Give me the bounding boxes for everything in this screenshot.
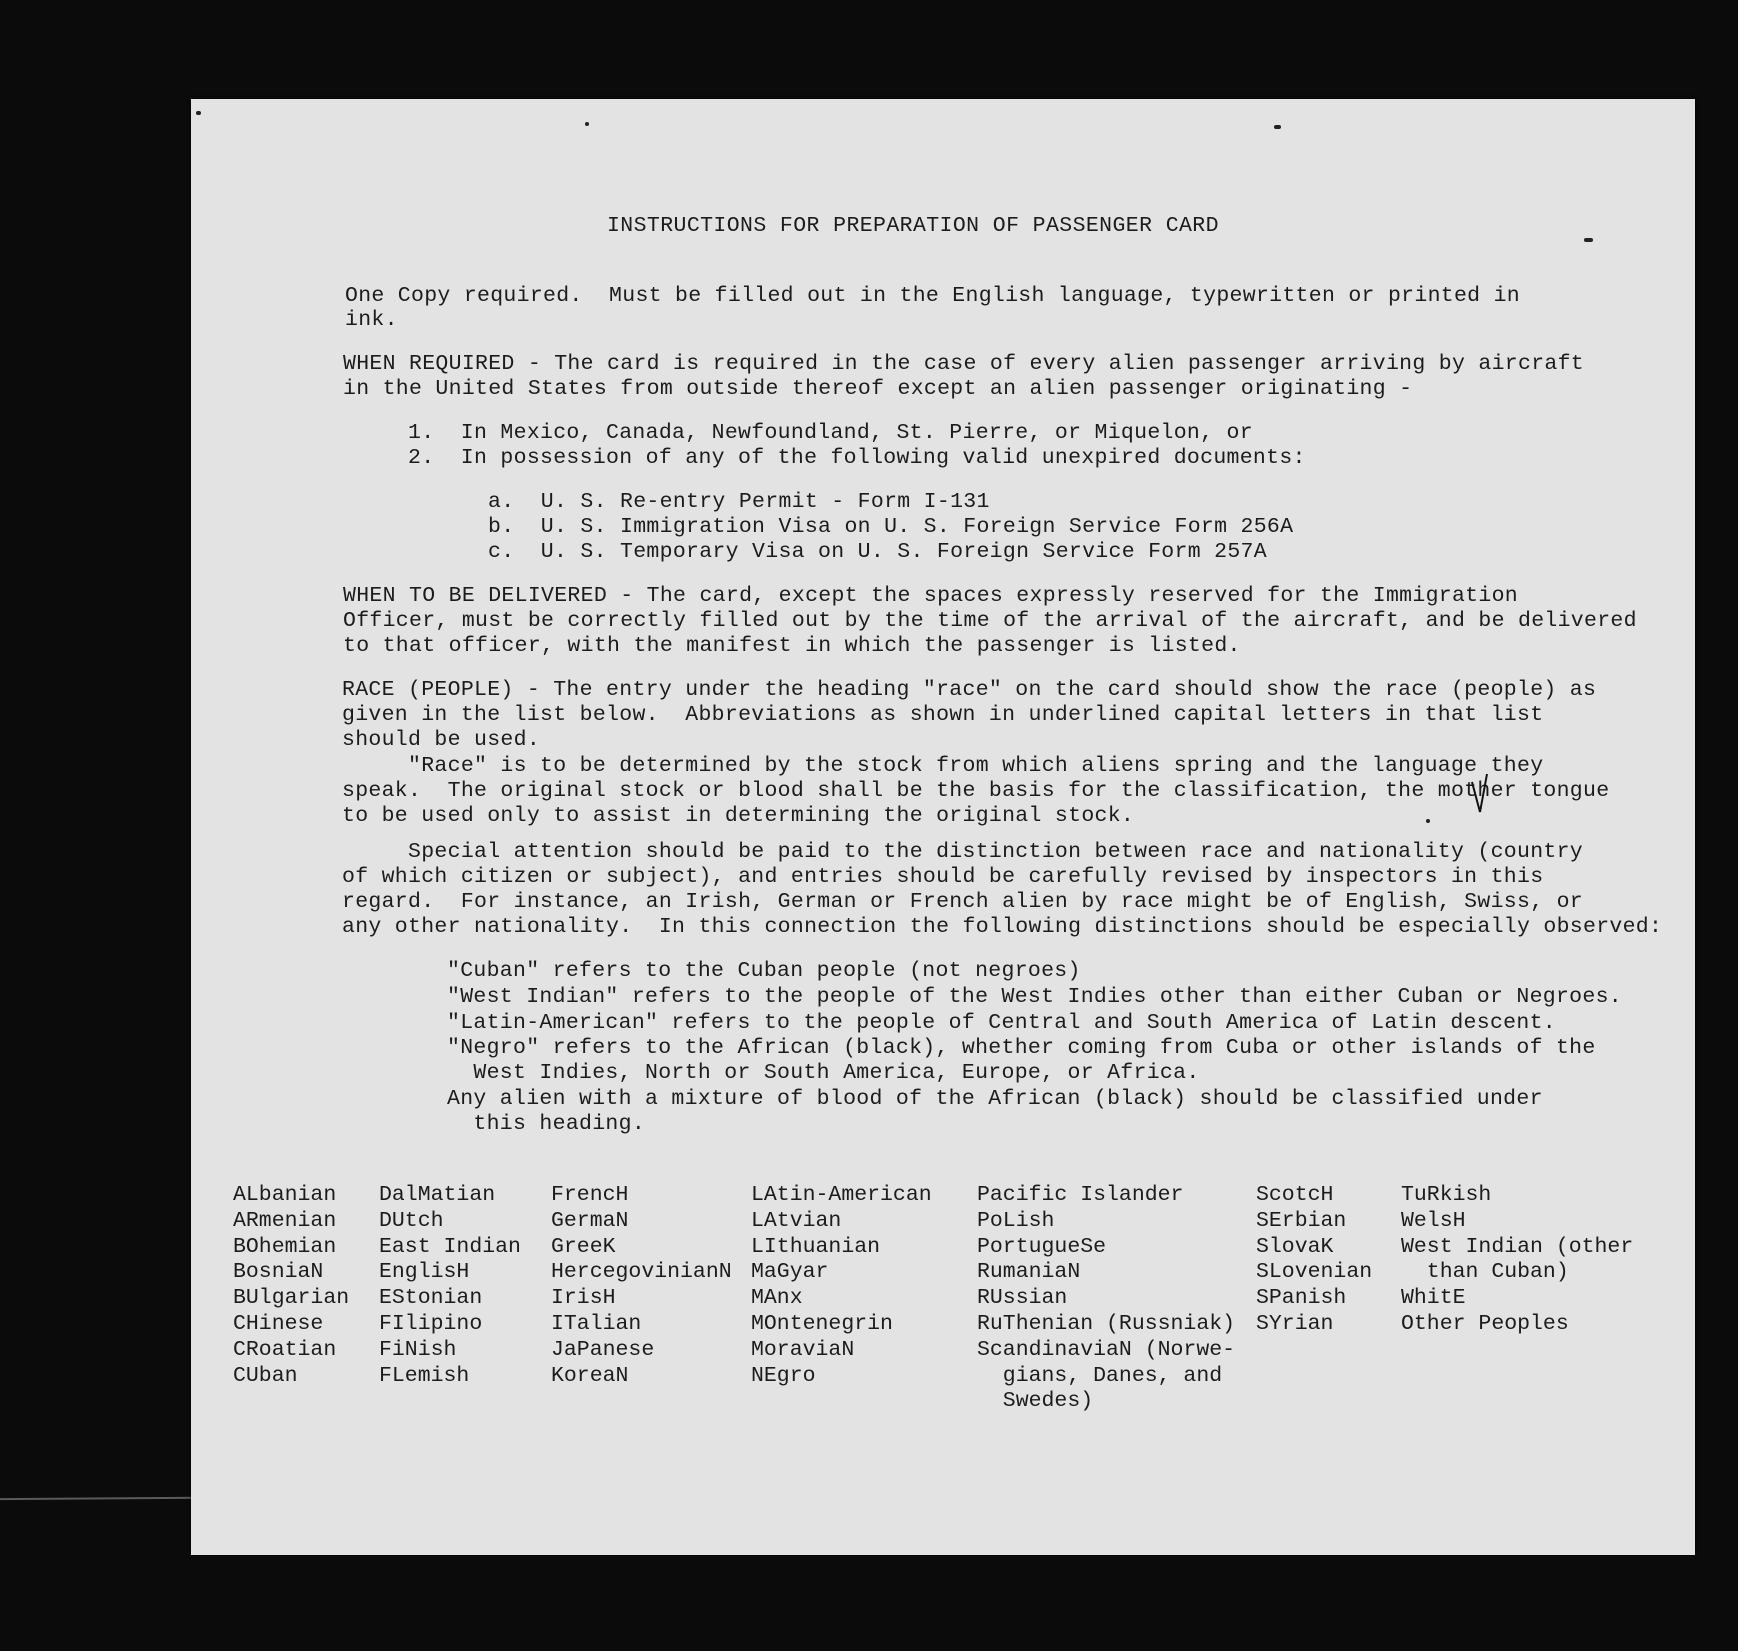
race-list-column (1256, 1183, 1372, 1338)
race-determined-line: "Race" is to be determined by the stock from which aliens spring and the language they (342, 754, 1544, 778)
race-list-column (379, 1183, 521, 1389)
special-attention-line: Special attention should be paid to the distinction between race and nationality (country (342, 840, 1583, 864)
race-list-item: RumaniaN (977, 1260, 1081, 1285)
race-list-item: MoraviaN (751, 1337, 855, 1362)
distinction-line: "Latin-American" refers to the people of Central and South America of Latin descent. (447, 1011, 1556, 1035)
race-list-column (751, 1183, 932, 1389)
scan-speck (585, 122, 589, 126)
race-list-item: ALbanian (233, 1183, 337, 1207)
distinction-line: this heading. (447, 1112, 646, 1136)
race-list-item: PoLish (977, 1208, 1055, 1233)
race-list-item: ScandinaviaN (Norwe- (977, 1337, 1236, 1362)
race-list-item: BosniaN (233, 1260, 324, 1285)
exception-item: 1. In Mexico, Canada, Newfoundland, St. Pierre, or Miquelon, or (408, 421, 1253, 445)
race-list-item: SYrian (1256, 1311, 1334, 1336)
special-attention-line: regard. For instance, an Irish, German or French alien by race might be of English, Swiss, or (342, 890, 1583, 914)
race-list-item: PortugueSe (977, 1234, 1107, 1259)
scan-speck (196, 111, 201, 115)
scan-speck (1274, 125, 1281, 129)
race-list-item: ScotcH (1256, 1183, 1334, 1207)
scan-speck (1426, 819, 1430, 823)
race-list-item: DalMatian (379, 1183, 496, 1207)
race-list-column (233, 1183, 349, 1389)
race-list-item: RUssian (977, 1286, 1068, 1311)
race-list-item: than Cuban) (1401, 1260, 1569, 1285)
race-list-item: CUban (233, 1363, 298, 1388)
race-determined-line: speak. The original stock or blood shall be the basis for the classification, the mother tongue (342, 779, 1610, 803)
race-list-item: EStonian (379, 1286, 483, 1311)
race-list-item: FLemish (379, 1363, 470, 1388)
race-list-item: LAtvian (751, 1208, 842, 1233)
race-list-item: gians, Danes, and (977, 1363, 1223, 1388)
intro-line: ink. (345, 308, 398, 332)
race-list-item: Swedes) (977, 1389, 1094, 1414)
race-list-item: GermaN (551, 1208, 629, 1233)
race-list-item: CHinese (233, 1311, 324, 1336)
distinction-line: "Negro" refers to the African (black), whether coming from Cuba or other islands of the (447, 1036, 1596, 1060)
document-item: c. U. S. Temporary Visa on U. S. Foreign Service Form 257A (488, 540, 1267, 564)
race-list-item: FIlipino (379, 1311, 483, 1336)
page-title: INSTRUCTIONS FOR PREPARATION OF PASSENGER CARD (607, 214, 1219, 238)
race-intro-line: should be used. (342, 728, 541, 752)
race-list-item: MaGyar (751, 1260, 829, 1285)
race-intro-line: given in the list below. Abbreviations as shown in underlined capital letters in that list (342, 703, 1544, 727)
when-delivered-line: WHEN TO BE DELIVERED - The card, except the spaces expressly reserved for the Immigration (343, 584, 1518, 608)
race-determined-line: to be used only to assist in determining the original stock. (342, 804, 1135, 828)
race-list-item: ITalian (551, 1311, 642, 1336)
race-list-item: West Indian (other (1401, 1234, 1634, 1259)
race-list-item: KoreaN (551, 1363, 629, 1388)
race-list-item: BUlgarian (233, 1286, 350, 1311)
race-list-item: WhitE (1401, 1286, 1466, 1311)
distinction-line: West Indies, North or South America, Europe, or Africa. (447, 1061, 1200, 1085)
race-list-column (977, 1183, 1235, 1415)
document-item: a. U. S. Re-entry Permit - Form I-131 (488, 490, 990, 514)
race-list-item: LAtin-American (751, 1183, 932, 1207)
race-list-item: BOhemian (233, 1234, 337, 1259)
race-list-item: FrencH (551, 1183, 629, 1207)
race-list-item: SLovenian (1256, 1260, 1373, 1285)
document-item: b. U. S. Immigration Visa on U. S. Foreign Service Form 256A (488, 515, 1294, 539)
race-list-item: HercegovinianN (551, 1260, 732, 1285)
race-list-item: ARmenian (233, 1208, 337, 1233)
race-intro-line: RACE (PEOPLE) - The entry under the heading "race" on the card should show the race (people) as (342, 678, 1597, 702)
race-list-item: CRoatian (233, 1337, 337, 1362)
race-list-column (1401, 1183, 1633, 1338)
race-list-item: NEgro (751, 1363, 816, 1388)
race-list-item: Pacific Islander (977, 1183, 1184, 1207)
race-list-item: FiNish (379, 1337, 457, 1362)
race-list-item: SErbian (1256, 1208, 1347, 1233)
when-required-line: in the United States from outside thereof except an alien passenger originating - (343, 377, 1413, 401)
scan-speck (1584, 238, 1593, 242)
race-list-item: MAnx (751, 1286, 803, 1311)
race-list-item: SlovaK (1256, 1234, 1334, 1259)
intro-line: One Copy required. Must be filled out in the English language, typewritten or printed in (345, 284, 1520, 308)
race-list-item: LIthuanian (751, 1234, 881, 1259)
race-list-item: EnglisH (379, 1260, 470, 1285)
distinction-line: "West Indian" refers to the people of the West Indies other than either Cuban or Negroes. (447, 985, 1622, 1009)
race-list-item: IrisH (551, 1286, 616, 1311)
race-list-item: JaPanese (551, 1337, 655, 1362)
race-list-item: RuThenian (Russniak) (977, 1311, 1236, 1336)
race-list-item: SPanish (1256, 1286, 1347, 1311)
race-list-item: Other Peoples (1401, 1311, 1569, 1336)
when-delivered-line: to that officer, with the manifest in which the passenger is listed. (343, 634, 1241, 658)
race-list-item: TuRkish (1401, 1183, 1492, 1207)
race-list-item: WelsH (1401, 1208, 1466, 1233)
race-list-column (551, 1183, 732, 1389)
race-list-item: MOntenegrin (751, 1311, 893, 1336)
race-list-item: East Indian (379, 1234, 521, 1259)
when-delivered-line: Officer, must be correctly filled out by the time of the arrival of the aircraft, and be delivered (343, 609, 1637, 633)
distinction-line: "Cuban" refers to the Cuban people (not negroes) (447, 959, 1081, 983)
distinction-line: Any alien with a mixture of blood of the African (black) should be classified under (447, 1087, 1543, 1111)
special-attention-line: of which citizen or subject), and entries should be carefully revised by inspectors in this (342, 865, 1544, 889)
race-list-item: GreeK (551, 1234, 616, 1259)
exception-item: 2. In possession of any of the following valid unexpired documents: (408, 446, 1306, 470)
handwritten-check-mark-icon (1470, 772, 1490, 816)
race-list-item: DUtch (379, 1208, 444, 1233)
special-attention-line: any other nationality. In this connection the following distinctions should be especially observed: (342, 915, 1663, 939)
when-required-line: WHEN REQUIRED - The card is required in the case of every alien passenger arriving by aircraft (343, 352, 1584, 376)
